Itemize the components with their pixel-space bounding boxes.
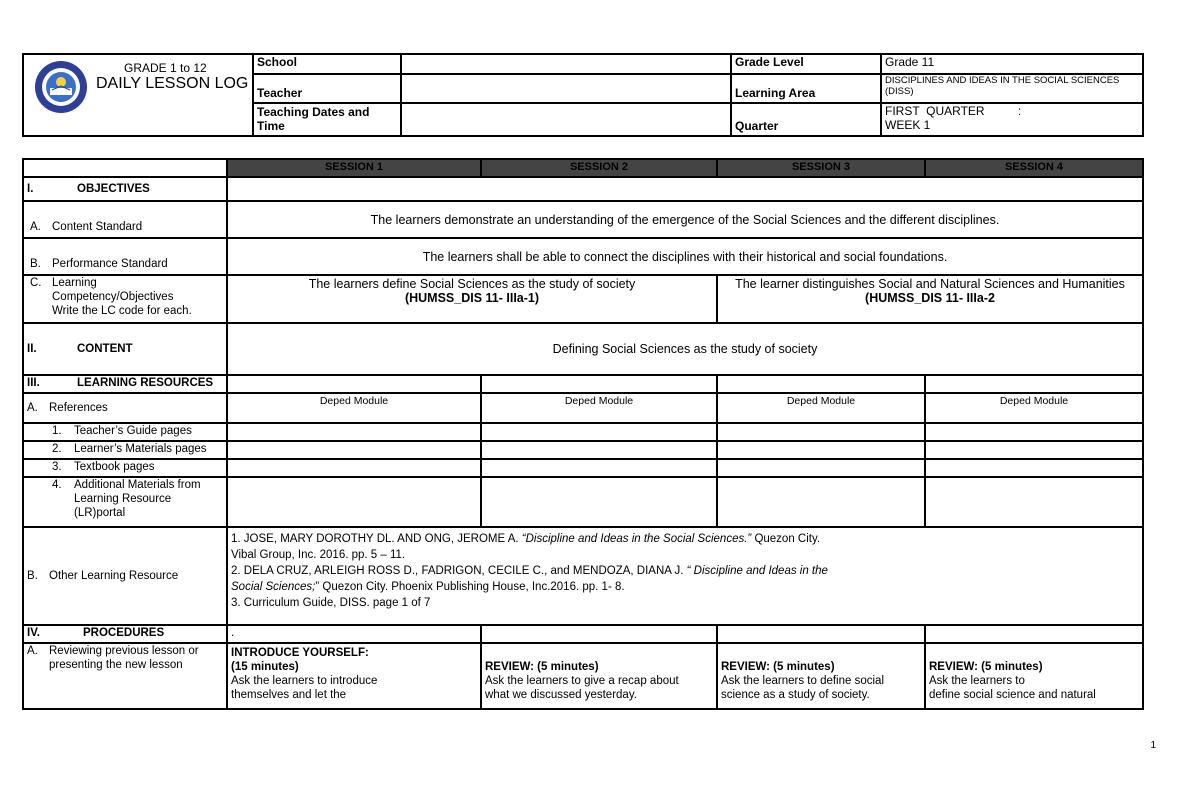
reviewing-number: A.: [27, 645, 38, 657]
additional-materials-line-1: Additional Materials from: [74, 479, 201, 491]
content-title: CONTENT: [77, 343, 133, 355]
reviewing-lesson-label: [23, 643, 227, 709]
other-resource-label: [23, 527, 227, 625]
am-cell-2: [481, 477, 717, 527]
competency-right-code: (HUMSS_DIS 11- IIIa-2: [865, 291, 995, 305]
procedures-heading: [23, 625, 227, 643]
learning-area-label: Learning Area: [731, 74, 881, 103]
session-3-procedure: [717, 643, 925, 709]
quarter-line-1: FIRST QUARTER :: [885, 104, 1022, 118]
performance-standard-number: B.: [30, 258, 41, 270]
teacher-label: Teacher: [253, 74, 401, 103]
tg-cell-1: [227, 423, 481, 441]
school-value: [401, 54, 731, 74]
grade-range-label: GRADE 1 to 12: [124, 61, 207, 75]
additional-materials-label: [23, 477, 227, 527]
lm-cell-2: [481, 441, 717, 459]
competency-label-line-2: Competency/Objectives: [52, 291, 174, 303]
competency-label-line-1: Learning: [52, 277, 97, 289]
other-resource-2-publisher: ” Quezon City. Phoenix Publishing House, Inc.2016. pp. 1- 8.: [315, 581, 625, 593]
content-standard-label-text: Content Standard: [52, 221, 143, 233]
session-header-3: SESSION 3: [717, 159, 925, 177]
other-resource-number: B.: [27, 570, 38, 582]
performance-standard-label-text: Performance Standard: [52, 258, 168, 270]
teacher-value: [401, 74, 731, 103]
tg-cell-4: [925, 423, 1143, 441]
session-1-procedure: [227, 643, 481, 709]
dates-label: Teaching Dates and Time: [253, 103, 401, 136]
session-4-line-2: define social science and natural: [929, 689, 1096, 701]
proc-blank-3: [717, 625, 925, 643]
session-2-title: REVIEW: (5 minutes): [485, 661, 599, 673]
content-standard-label: [23, 201, 227, 238]
proc-blank-4: [925, 625, 1143, 643]
content-number: II.: [27, 343, 37, 355]
objectives-heading: [23, 177, 227, 201]
teachers-guide-label: [23, 423, 227, 441]
module-session-4: Deped Module: [925, 393, 1143, 423]
teachers-guide-text: Teacher’s Guide pages: [74, 425, 192, 437]
additional-materials-number: 4.: [52, 479, 62, 491]
textbook-pages-text: Textbook pages: [74, 461, 155, 473]
tg-cell-2: [481, 423, 717, 441]
quarter-line-2: WEEK 1: [885, 118, 931, 132]
module-session-2: Deped Module: [481, 393, 717, 423]
competency-left: [227, 275, 717, 323]
procedures-title: PROCEDURES: [83, 627, 165, 639]
tb-cell-3: [717, 459, 925, 477]
school-label: School: [253, 54, 401, 74]
learning-resources-title: LEARNING RESOURCES: [77, 377, 214, 389]
other-resource-1-author: 1. JOSE, MARY DOROTHY DL. AND ONG, JEROME A.: [231, 533, 522, 545]
learners-materials-text: Learner’s Materials pages: [74, 443, 207, 455]
session-1-line-2: themselves and let the: [231, 689, 347, 701]
performance-standard-text: The learners shall be able to connect the disciplines with their historical and social foundations.: [227, 238, 1143, 275]
teachers-guide-number: 1.: [52, 425, 62, 437]
session-1-time: (15 minutes): [231, 661, 299, 673]
resources-blank-2: [481, 375, 717, 393]
other-resource-1-title: “Discipline and Ideas in the Social Sciences.”: [521, 533, 752, 545]
header-logo-cell: [23, 54, 253, 136]
objectives-number: I.: [27, 183, 34, 195]
other-resource-2-title-cont: Social Sciences;: [231, 581, 316, 593]
page-number: 1: [1150, 740, 1156, 751]
reviewing-label-line-2: presenting the new lesson: [49, 659, 183, 671]
module-session-3: Deped Module: [717, 393, 925, 423]
session-2-line-2: what we discussed yesterday.: [485, 689, 637, 701]
additional-materials-line-2: Learning Resource: [74, 493, 172, 505]
session-3-title: REVIEW: (5 minutes): [721, 661, 835, 673]
learning-resources-heading: [23, 375, 227, 393]
competency-right: [717, 275, 1143, 323]
session-3-line-2: science as a study of society.: [721, 689, 870, 701]
header-table: [22, 53, 1144, 137]
session-1-line-1: Ask the learners to introduce: [231, 675, 378, 687]
textbook-pages-number: 3.: [52, 461, 62, 473]
objectives-blank: [227, 177, 1143, 201]
document-title: DAILY LESSON LOG: [96, 75, 249, 92]
session-1-title: INTRODUCE YOURSELF:: [231, 647, 369, 659]
procedures-dot: .: [227, 625, 481, 643]
session-header-4: SESSION 4: [925, 159, 1143, 177]
session-header-1: SESSION 1: [227, 159, 481, 177]
session-3-line-1: Ask the learners to define social: [721, 675, 885, 687]
tb-cell-2: [481, 459, 717, 477]
lm-cell-1: [227, 441, 481, 459]
references-number: A.: [27, 402, 38, 414]
grade-level-label: Grade Level: [731, 54, 881, 74]
performance-standard-label: [23, 238, 227, 275]
lm-cell-3: [717, 441, 925, 459]
other-resource-2-title: “ Discipline and Ideas in the: [686, 565, 828, 577]
competency-left-code: (HUMSS_DIS 11- IIIa-1): [404, 291, 540, 305]
am-cell-1: [227, 477, 481, 527]
am-cell-4: [925, 477, 1143, 527]
other-resource-text: Other Learning Resource: [49, 570, 179, 582]
content-standard-number: A.: [30, 221, 41, 233]
tb-cell-4: [925, 459, 1143, 477]
content-text: Defining Social Sciences as the study of society: [227, 323, 1143, 375]
other-resource-3: 3. Curriculum Guide, DISS. page 1 of 7: [231, 597, 431, 609]
session-4-procedure: [925, 643, 1143, 709]
other-resource-list: [227, 527, 1143, 625]
deped-seal-icon: [34, 60, 88, 114]
content-standard-text: The learners demonstrate an understanding of the emergence of the Social Sciences and the different disciplines.: [227, 201, 1143, 238]
quarter-label: Quarter: [731, 103, 881, 136]
tb-cell-1: [227, 459, 481, 477]
competency-left-text: The learners define Social Sciences as the study of society: [308, 277, 636, 291]
competency-label: [23, 275, 227, 323]
resources-blank-3: [717, 375, 925, 393]
session-4-line-1: Ask the learners to: [929, 675, 1025, 687]
learning-area-value: DISCIPLINES AND IDEAS IN THE SOCIAL SCIENCES (DISS): [881, 74, 1143, 103]
session-4-title: REVIEW: (5 minutes): [929, 661, 1043, 673]
module-session-1: Deped Module: [227, 393, 481, 423]
content-heading: [23, 323, 227, 375]
learners-materials-label: [23, 441, 227, 459]
tg-cell-3: [717, 423, 925, 441]
session-2-line-1: Ask the learners to give a recap about: [485, 675, 679, 687]
additional-materials-line-3: (LR)portal: [74, 507, 126, 519]
learning-resources-number: III.: [27, 377, 40, 389]
learners-materials-number: 2.: [52, 443, 62, 455]
quarter-value: [881, 103, 1143, 136]
other-resource-1-publisher: Vibal Group, Inc. 2016. pp. 5 – 11.: [231, 549, 406, 561]
competency-number: C.: [30, 277, 42, 289]
textbook-pages-label: [23, 459, 227, 477]
grade-level-value: Grade 11: [881, 54, 1143, 74]
references-label: [23, 393, 227, 423]
other-resource-2-author: 2. DELA CRUZ, ARLEIGH ROSS D., FADRIGON, CECILE C., and MENDOZA, DIANA J.: [231, 565, 687, 577]
procedures-number: IV.: [27, 627, 41, 639]
references-label-text: References: [49, 402, 108, 414]
session-header-2: SESSION 2: [481, 159, 717, 177]
reviewing-label-line-1: Reviewing previous lesson or: [49, 645, 199, 657]
dates-value: [401, 103, 731, 136]
proc-blank-2: [481, 625, 717, 643]
competency-right-text: The learner distinguishes Social and Natural Sciences and Humanities: [735, 277, 1125, 291]
lm-cell-4: [925, 441, 1143, 459]
am-cell-3: [717, 477, 925, 527]
resources-blank-4: [925, 375, 1143, 393]
other-resource-1-place: Quezon City.: [751, 533, 821, 545]
resources-blank-1: [227, 375, 481, 393]
corner-cell: [23, 159, 227, 177]
lesson-log-table: [22, 158, 1144, 710]
objectives-title: OBJECTIVES: [77, 183, 150, 195]
session-2-procedure: [481, 643, 717, 709]
competency-label-line-3: Write the LC code for each.: [52, 305, 192, 317]
